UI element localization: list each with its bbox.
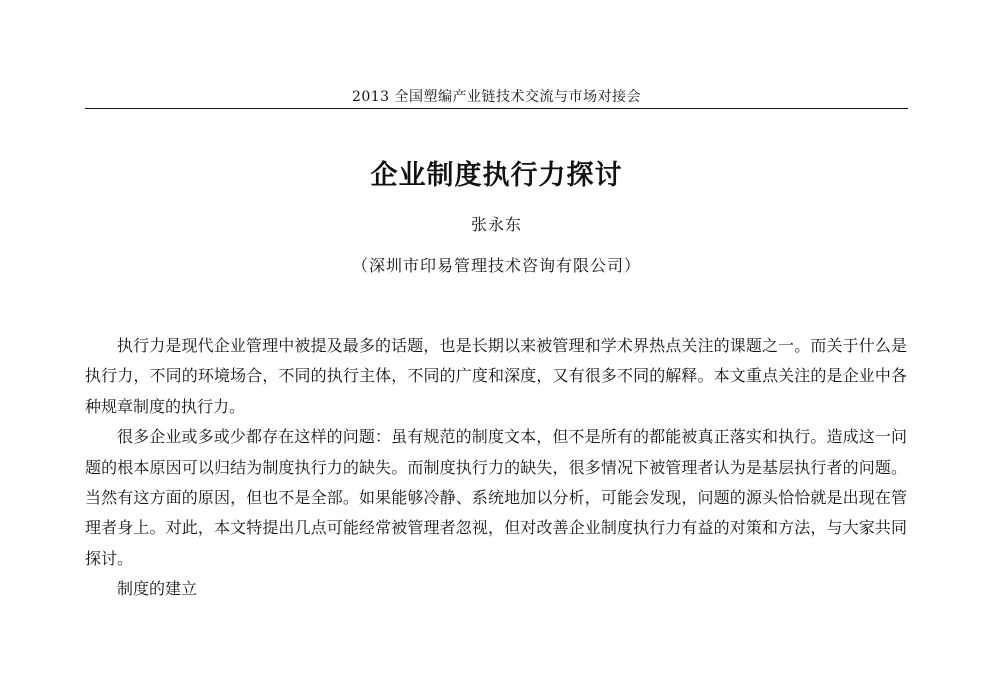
header-divider [85,108,908,109]
body-paragraph: 很多企业或多或少都存在这样的问题：虽有规范的制度文本，但不是所有的都能被真正落实和执行。造成这一问题的根本原因可以归结为制度执行力的缺失。而制度执行力的缺失，很多情况下被管理者认为是基层执行者的问题。当然有这方面的原因，但也不是全部。如果能够冷静、系统地加以分析，可能会发现，问题的源头恰恰就是出现在管理者身上。对此，本文特提出几点可能经常被管理者忽视，但对改善企业制度执行力有益的对策和方法，与大家共同探讨。 [85,427,907,568]
body-paragraph: 执行力是现代企业管理中被提及最多的话题，也是长期以来被管理和学术界热点关注的课题之一。而关于什么是执行力，不同的环境场合，不同的执行主体，不同的广度和深度，又有很多不同的解释。本文重点关注的是企业中各种规章制度的执行力。 [85,336,907,416]
author-affiliation: （深圳市印易管理技术咨询有限公司） [351,256,641,275]
author-name: 张永东 [470,215,522,234]
section-heading: 制度的建立 [117,579,198,599]
article-title: 企业制度执行力探讨 [370,160,623,191]
running-header: 2013 全国塑编产业链技术交流与市场对接会 [351,89,642,105]
article-body [85,331,907,605]
